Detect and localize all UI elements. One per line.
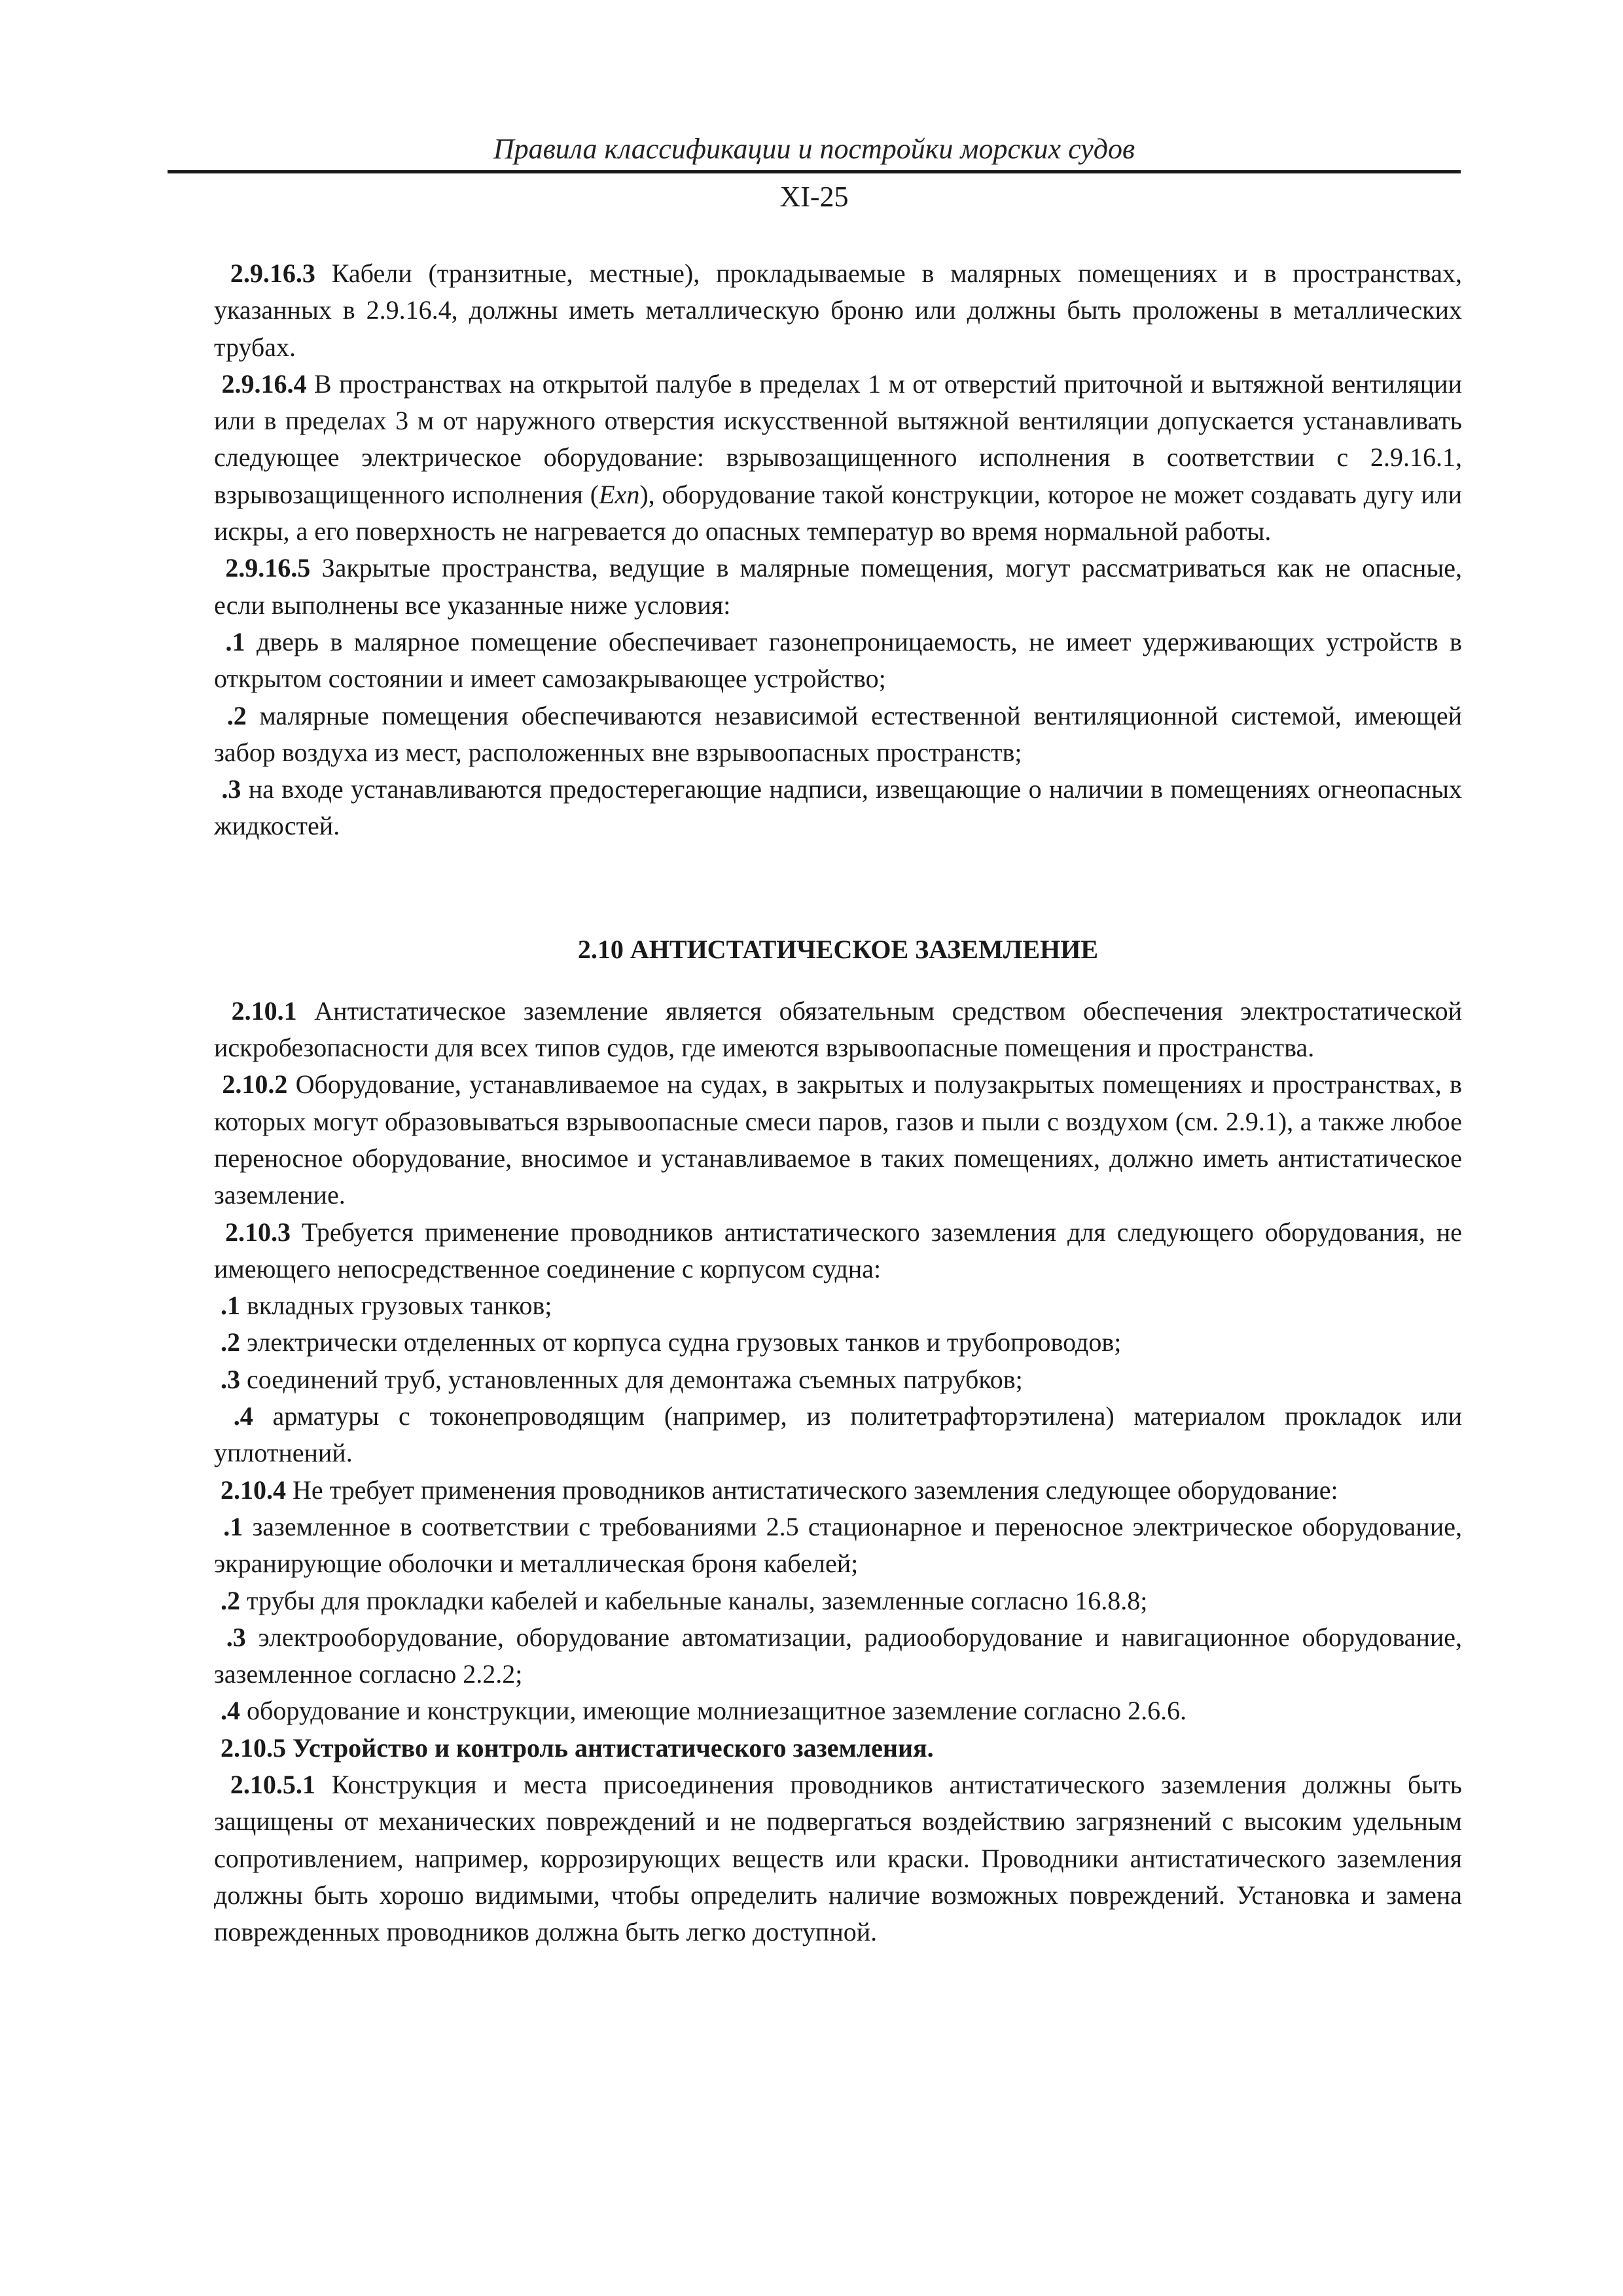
- clause-text: Не требует применения проводников антистатического заземления следующее оборудование:: [286, 1475, 1338, 1505]
- list-marker: .1: [223, 1511, 243, 1541]
- clause-number: 2.9.16.5: [225, 553, 311, 583]
- clause-text: Конструкция и места присоединения проводников антистатического заземления должны быть защищены от механических повреждений и не подвергаться воздействию загрязнений с высоким удельным сопротивлением, например, коррозирующих веществ или краски. Проводники антистатического заземления должны быть хорошо видимыми, чтобы определить наличие возможных повреждений. Установка и замена поврежденных проводников должна быть легко доступной.: [214, 1769, 1462, 1947]
- list-item: [214, 1583, 1462, 1619]
- subsection-heading: 2.10.5 Устройство и контроль антистатического заземления.: [221, 1732, 934, 1763]
- clause-number: 2.9.16.4: [221, 368, 307, 399]
- clause-text: Требуется применение проводников антистатического заземления для следующего оборудования, не имеющего непосредственное соединение с корпусом судна:: [214, 1217, 1462, 1283]
- paragraph-2-10-2: [214, 1066, 1462, 1213]
- clause-number: 2.9.16.3: [230, 259, 315, 288]
- list-item-text: оборудование и конструкции, имеющие молниезащитное заземление согласно 2.6.6.: [240, 1696, 1187, 1726]
- list-marker: .1: [221, 1291, 240, 1321]
- list-item: [214, 1693, 1462, 1729]
- list-item-text: дверь в малярное помещение обеспечивает газонепроницаемость, не имеет удерживающих устройств в открытом состоянии и имеет самозакрывающее устройство;: [214, 626, 1463, 694]
- paragraph-2-9-16-4: [214, 366, 1462, 550]
- list-item-text: малярные помещения обеспечиваются независимой естественной вентиляционной системой, имеющей забор воздуха из мест, расположенных вне взрывоопасных пространств;: [214, 700, 1462, 767]
- list-item-text: вкладных грузовых танков;: [240, 1291, 552, 1321]
- list-item: [214, 698, 1462, 772]
- list-item-text: трубы для прокладки кабелей и кабельные каналы, заземленные согласно 16.8.8;: [240, 1585, 1148, 1615]
- list-marker: .3: [221, 1364, 240, 1394]
- running-title: Правила классификации и постройки морских судов: [493, 133, 1135, 165]
- list-marker: .4: [233, 1401, 253, 1431]
- header-rule: [168, 170, 1461, 173]
- list-item-text: заземленное в соответствии с требованиями 2.5 стационарное и переносное электрическое оборудование, экранирующие оболочки и металлическая броня кабелей;: [214, 1511, 1462, 1579]
- paragraph-2-9-16-5: [214, 550, 1462, 624]
- document-body: [214, 255, 1462, 1950]
- clause-text: Оборудование, устанавливаемое на судах, в закрытых и полузакрытых помещениях и пространствах, в которых могут образовываться взрывоопасные смеси паров, газов и пыли с воздухом (см. 2.9.1), а также любое переносное оборудование, вносимое и устанавливаемое в таких помещениях, должно иметь антистатическое заземление.: [214, 1069, 1463, 1210]
- list-item: [214, 1324, 1462, 1361]
- clause-number: 2.10.2: [222, 1069, 288, 1100]
- subsection-heading-2-10-5: [214, 1730, 1462, 1767]
- paragraph-2-10-4: [214, 1472, 1462, 1509]
- clause-number: 2.10.1: [231, 996, 297, 1026]
- paragraph-2-10-1: [214, 993, 1462, 1067]
- list-marker: .2: [221, 1585, 240, 1615]
- list-item-text: на входе устанавливаются предостерегающие надписи, извещающие о наличии в помещениях огнеопасных жидкостей.: [214, 774, 1462, 841]
- list-item-text: арматуры с токонепроводящим (например, из политетрафторэтилена) материалом прокладок или уплотнений.: [214, 1401, 1463, 1468]
- section-title: 2.10 АНТИСТАТИЧЕСКОЕ ЗАЗЕМЛЕНИЕ: [577, 934, 1099, 964]
- list-item: [214, 771, 1462, 845]
- list-item-text: соединений труб, установленных для демонтажа съемных патрубков;: [240, 1364, 1023, 1394]
- list-marker: .4: [221, 1696, 240, 1726]
- clause-text: Антистатическое заземление является обязательным средством обеспечения электростатической искробезопасности для всех типов судов, где имеются взрывоопасные помещения и пространства.: [214, 996, 1462, 1063]
- section-spacer: [214, 968, 1462, 993]
- list-item-text: электрооборудование, оборудование автоматизации, радиооборудование и навигационное оборудование, заземленное согласно 2.2.2;: [214, 1622, 1463, 1689]
- list-item: [214, 1619, 1462, 1693]
- list-marker: .3: [221, 774, 241, 804]
- list-item: [214, 624, 1462, 698]
- section-spacer: [214, 845, 1462, 931]
- clause-text-tail: ), оборудование такой конструкции, которое не может создавать дугу или искры, а его поверхность не нагревается до опасных температур во время нормальной работы.: [214, 479, 1462, 547]
- list-item: [214, 1361, 1462, 1398]
- clause-text: Кабели (транзитные, местные), прокладываемые в малярных помещениях и в пространствах, указанных в 2.9.16.4, должны иметь металлическую броню или должны быть проложены в металлических трубах.: [214, 259, 1463, 362]
- clause-number: 2.10.5.1: [230, 1769, 315, 1799]
- page-number: XI-25: [779, 181, 849, 213]
- clause-text: Закрытые пространства, ведущие в малярные помещения, могут рассматриваться как не опасные, если выполнены все указанные ниже условия:: [214, 553, 1463, 620]
- clause-text: В пространствах на открытой палубе в пределах 1 м от отверстий приточной и вытяжной вентиляции или в пределах 3 м от наружного отверстия искусственной вытяжной вентиляции допускается устанавливать следующее электрическое оборудование: взрывозащищенного исполнения в соответствии с 2.9.16.1, взрывозащищенного исполнения (: [214, 368, 1462, 509]
- list-marker: .2: [226, 700, 247, 730]
- page-header: [168, 131, 1461, 215]
- list-marker: .2: [221, 1327, 240, 1357]
- paragraph-2-9-16-3: [214, 255, 1462, 366]
- list-item: [214, 1509, 1462, 1583]
- paragraph-2-10-3: [214, 1214, 1462, 1288]
- list-item-text: электрически отделенных от корпуса судна грузовых танков и трубопроводов;: [240, 1327, 1122, 1357]
- clause-text-italic: Exn: [599, 479, 640, 509]
- paragraph-2-10-5-1: [214, 1767, 1462, 1950]
- clause-number: 2.10.3: [225, 1217, 291, 1247]
- list-marker: .3: [226, 1622, 246, 1652]
- list-item: [214, 1287, 1462, 1324]
- list-marker: .1: [225, 626, 245, 656]
- clause-number: 2.10.4: [221, 1475, 286, 1505]
- list-item: [214, 1398, 1462, 1472]
